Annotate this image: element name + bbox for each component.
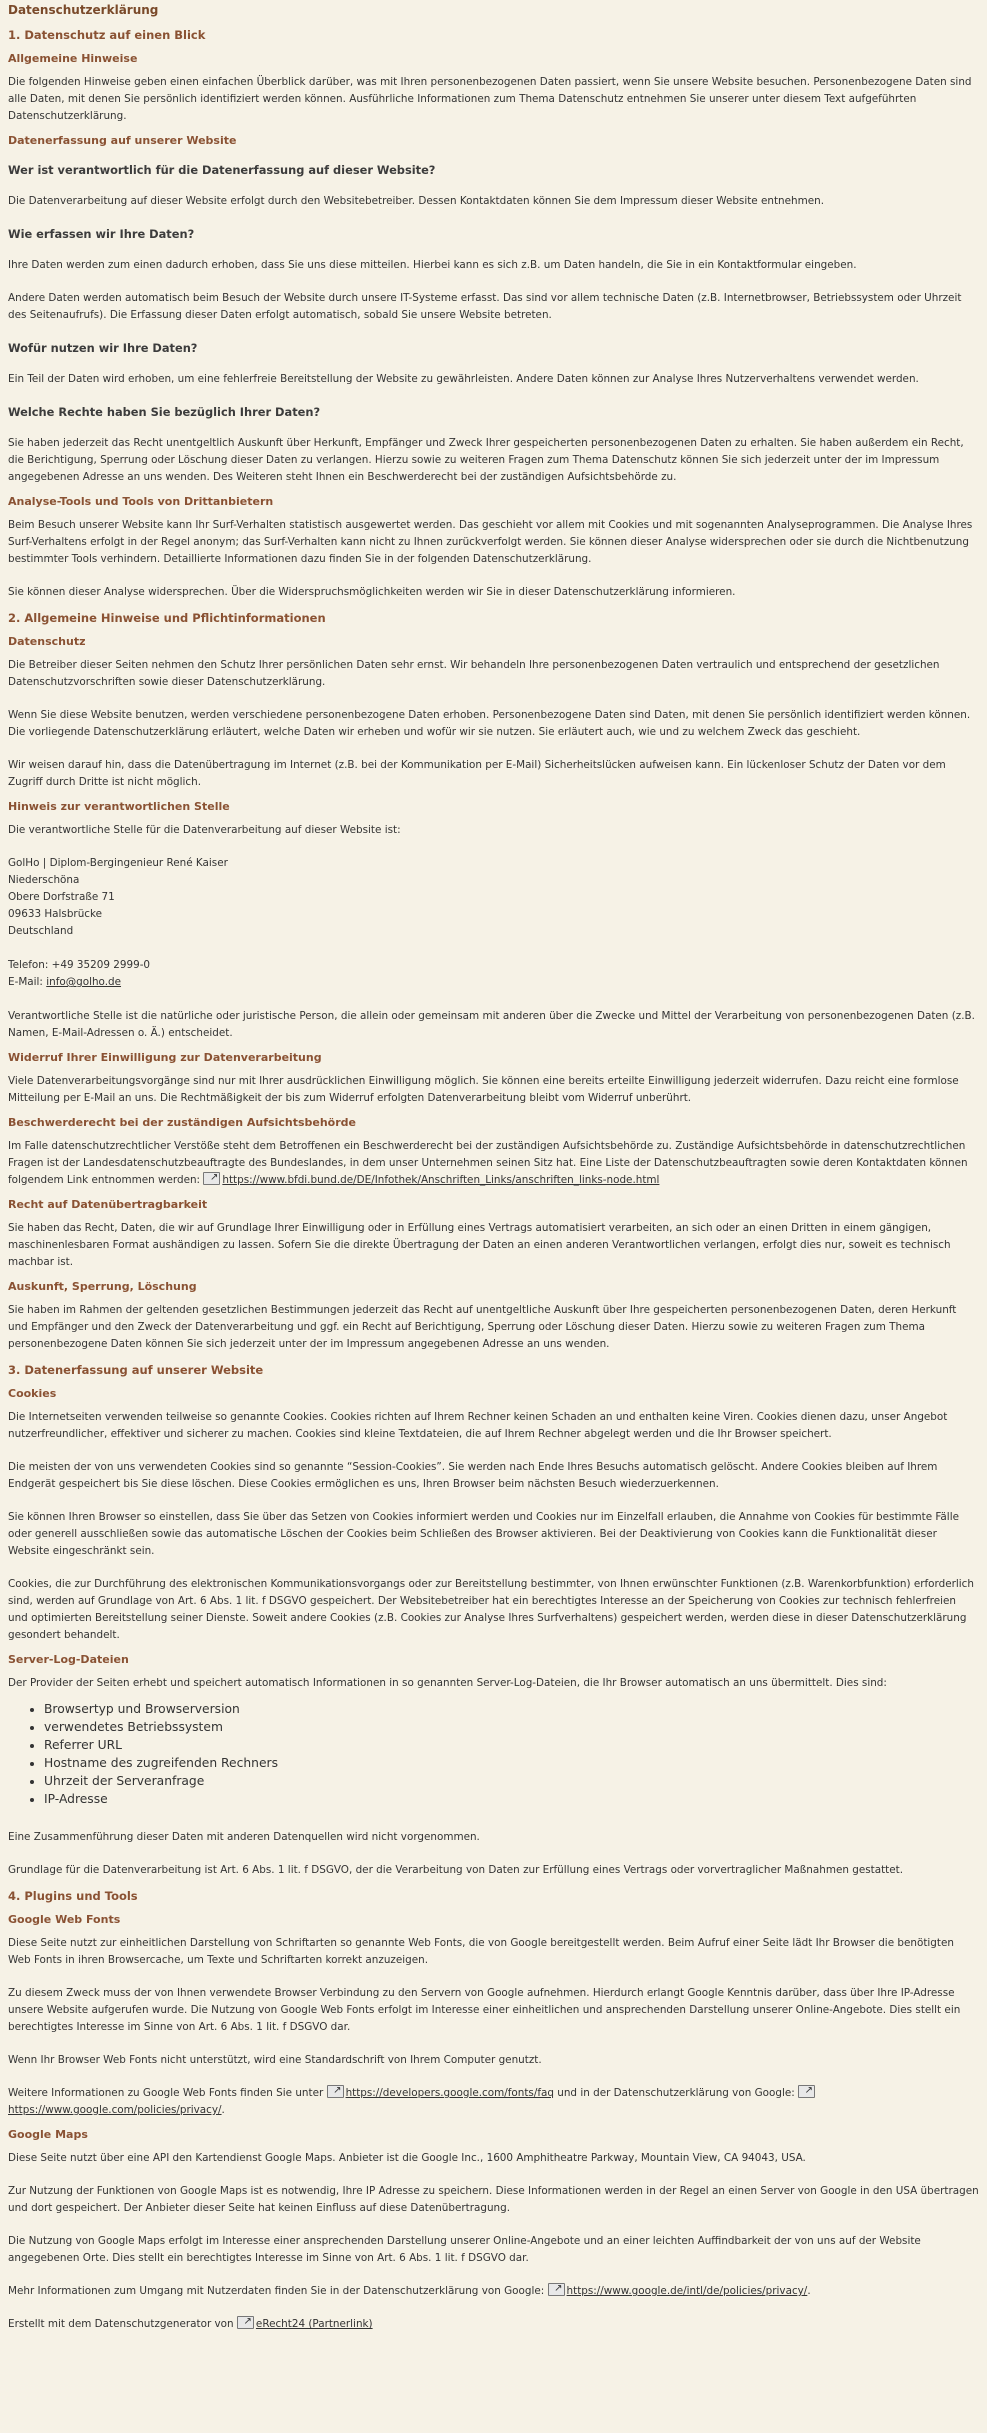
google-web-fonts-text-2: Zu diesem Zweck muss der von Ihnen verwendete Browser Verbindung zu den Servern von Google aufnehmen. Hierdurch erlangt Google Kenntnis darüber, dass über Ihre IP-Adresse unsere Website aufgerufen wurde. Die Nutzung von Google Web Fonts erfolgt im Interesse einer einheitlichen und ansprechenden Darstellung unserer Online-Angebote. Dies stellt ein berechtigtes Interesse im Sinne von Art. 6 Abs. 1 lit. f DSGVO dar.	[8, 1987, 961, 2033]
maps-text-b: .	[807, 2285, 811, 2297]
privacy-text-1: Die Betreiber dieser Seiten nehmen den Schutz Ihrer persönlichen Daten sehr ernst. Wir behandeln Ihre personenbezogenen Daten vertraulich und entsprechend der gesetzlichen Datenschutzvorschriften sowie dieser Datenschutzerklärung.	[8, 659, 940, 688]
address-line: 09633 Halsbrücke	[8, 908, 103, 920]
external-link-icon	[798, 2085, 815, 2098]
list-item: • verwendetes Betriebssystem	[44, 1718, 979, 1736]
erecht24-link[interactable]: eRecht24 (Partnerlink)	[255, 2318, 373, 2330]
server-log-text: Der Provider der Seiten erhebt und speichert automatisch Informationen in so genannten Server-Log-Dateien, die Ihr Browser automatisch an uns übermittelt. Dies sind:	[8, 1677, 887, 1689]
cookies-text-4: Cookies, die zur Durchführung des elektronischen Kommunikationsvorgangs oder zur Bereitstellung bestimmter, von Ihnen erwünschter Funktionen (z.B. Warenkorbfunktion) erforderlich sind, werden auf Grundlage von Art. 6 Abs. 1 lit. f DSGVO gespeichert. Der Websitebetreiber hat ein berechtigtes Interesse an der Speicherung von Cookies zur technisch fehlerfreien und optimierten Bereitstellung seiner Dienste. Soweit andere Cookies (z.B. Cookies zur Analyse Ihres Surfverhaltens) gespeichert werden, werden diese in dieser Datenschutzerklärung gesondert behandelt.	[8, 1578, 974, 1641]
server-log-text-2: Eine Zusammenführung dieser Daten mit anderen Datenquellen wird nicht vorgenommen.	[8, 1831, 480, 1843]
q-usage-text: Ein Teil der Daten wird erhoben, um eine fehlerfreie Bereitstellung der Website zu gewährleisten. Andere Daten können zur Analyse Ihres Nutzerverhaltens verwendet werden.	[8, 373, 919, 385]
google-maps-heading: Google Maps	[8, 2128, 88, 2141]
cookies-heading: Cookies	[8, 1387, 57, 1400]
list-item: • IP-Adresse	[44, 1790, 979, 1808]
general-notes-heading: Allgemeine Hinweise	[8, 52, 138, 65]
server-log-list	[8, 1700, 979, 1808]
access-text: Sie haben im Rahmen der geltenden gesetzlichen Bestimmungen jederzeit das Recht auf unentgeltliche Auskunft über Ihre gespeicherten personenbezogenen Daten, deren Herkunft und Empfänger und den Zweck der Datenverarbeitung und ggf. ein Recht auf Berichtigung, Sperrung oder Löschung dieser Daten. Hierzu sowie zu weiteren Fragen zum Thema personenbezogene Daten können Sie sich jederzeit unter der im Impressum angegebenen Adresse an uns wenden.	[8, 1304, 957, 1350]
email-link[interactable]: info@golho.de	[46, 976, 122, 988]
data-collection-heading: Datenerfassung auf unserer Website	[8, 134, 237, 147]
footer-text: Erstellt mit dem Datenschutzgenerator von	[8, 2318, 237, 2330]
section-3-heading: 3. Datenerfassung auf unserer Website	[8, 1363, 264, 1377]
google-maps-text-1: Diese Seite nutzt über eine API den Kartendienst Google Maps. Anbieter ist die Google Inc., 1600 Amphitheatre Parkway, Mountain View, CA 94043, USA.	[8, 2152, 806, 2164]
general-notes-text: Die folgenden Hinweise geben einen einfachen Überblick darüber, was mit Ihren personenbezogenen Daten passiert, wenn Sie unsere Website besuchen. Personenbezogene Daten sind alle Daten, mit denen Sie persönlich identifiziert werden können. Ausführliche Informationen zum Thema Datenschutz entnehmen Sie unserer unter diesem Text aufgeführten Datenschutzerklärung.	[8, 76, 972, 122]
google-web-fonts-heading: Google Web Fonts	[8, 1913, 121, 1926]
footer-credit	[8, 2316, 979, 2333]
gwf-text-a: Weitere Informationen zu Google Web Fonts finden Sie unter	[8, 2087, 327, 2099]
page-title: Datenschutzerklärung	[8, 3, 159, 17]
access-heading: Auskunft, Sperrung, Löschung	[8, 1280, 197, 1293]
google-privacy-link[interactable]: https://www.google.com/policies/privacy/	[8, 2104, 222, 2116]
cookies-text-1: Die Internetseiten verwenden teilweise so genannte Cookies. Cookies richten auf Ihrem Rechner keinen Schaden an und enthalten keine Viren. Cookies dienen dazu, unser Angebot nutzerfreundlicher, effektiver und sicherer zu machen. Cookies sind kleine Textdateien, die auf Ihrem Rechner abgelegt werden und die Ihr Browser speichert.	[8, 1411, 948, 1440]
phone: Telefon: +49 35209 2999-0	[8, 959, 151, 971]
list-item: • Browsertyp und Browserversion	[44, 1700, 979, 1718]
responsible-party-definition: Verantwortliche Stelle ist die natürliche oder juristische Person, die allein oder gemeinsam mit anderen über die Zwecke und Mittel der Verarbeitung von personenbezogenen Daten (z.B. Namen, E-Mail-Adressen o. Ä.) entscheidet.	[8, 1010, 975, 1039]
portability-text: Sie haben das Recht, Daten, die wir auf Grundlage Ihrer Einwilligung oder in Erfüllung eines Vertrags automatisiert verarbeiten, an sich oder an einen Dritten in einem gängigen, maschinenlesbaren Format aushändigen zu lassen. Sofern Sie die direkte Übertragung der Daten an einen anderen Verantwortlichen verlangen, erfolgt dies nur, soweit es technisch machbar ist.	[8, 1222, 951, 1268]
gwf-text-b: und in der Datenschutzerklärung von Google:	[553, 2087, 799, 2099]
list-item: • Referrer URL	[44, 1736, 979, 1754]
google-maps-text-4	[8, 2283, 979, 2300]
q-rights-text: Sie haben jederzeit das Recht unentgeltlich Auskunft über Herkunft, Empfänger und Zweck Ihrer gespeicherten personenbezogenen Daten zu erhalten. Sie haben außerdem ein Recht, die Berichtigung, Sperrung oder Löschung dieser Daten zu verlangen. Hierzu sowie zu weiteren Fragen zum Thema Datenschutz können Sie sich jederzeit unter der im Impressum angegebenen Adresse an uns wenden. Des Weiteren steht Ihnen ein Beschwerderecht bei der zuständigen Aufsichtsbehörde zu.	[8, 437, 964, 483]
analysis-tools-text-1: Beim Besuch unserer Website kann Ihr Surf-Verhalten statistisch ausgewertet werden. Das geschieht vor allem mit Cookies und mit sogenannten Analyseprogrammen. Die Analyse Ihres Surf-Verhaltens erfolgt in der Regel anonym; das Surf-Verhalten kann nicht zu Ihnen zurückverfolgt werden. Sie können dieser Analyse widersprechen oder sie durch die Nichtbenutzung bestimmter Tools verhindern. Detaillierte Informationen dazu finden Sie in der folgenden Datenschutzerklärung.	[8, 519, 973, 565]
q-how-collect-heading: Wie erfassen wir Ihre Daten?	[8, 227, 195, 241]
email-label: E-Mail:	[8, 976, 47, 988]
section-2-heading: 2. Allgemeine Hinweise und Pflichtinformationen	[8, 611, 326, 625]
google-maps-text-2: Zur Nutzung der Funktionen von Google Maps ist es notwendig, Ihre IP Adresse zu speichern. Diese Informationen werden in der Regel an einen Server von Google in den USA übertragen und dort gespeichert. Der Anbieter dieser Seite hat keinen Einfluss auf diese Datenübertragung.	[8, 2185, 979, 2214]
email-line	[8, 974, 979, 991]
google-fonts-faq-link[interactable]: https://developers.google.com/fonts/faq	[345, 2087, 554, 2099]
external-link-icon	[548, 2283, 565, 2296]
q-how-collect-text-2: Andere Daten werden automatisch beim Besuch der Website durch unsere IT-Systeme erfasst. Das sind vor allem technische Daten (z.B. Internetbrowser, Betriebssystem oder Uhrzeit des Seitenaufrufs). Die Erfassung dieser Daten erfolgt automatisch, sobald Sie unsere Website betreten.	[8, 292, 962, 321]
gwf-text-c: .	[221, 2104, 225, 2116]
section-1-heading: 1. Datenschutz auf einen Blick	[8, 28, 206, 42]
q-how-collect-text-1: Ihre Daten werden zum einen dadurch erhoben, dass Sie uns diese mitteilen. Hierbei kann es sich z.B. um Daten handeln, die Sie in ein Kontaktformular eingeben.	[8, 259, 857, 271]
withdrawal-text: Viele Datenverarbeitungsvorgänge sind nur mit Ihrer ausdrücklichen Einwilligung möglich. Sie können eine bereits erteilte Einwilligung jederzeit widerrufen. Dazu reicht eine formlose Mitteilung per E-Mail an uns. Die Rechtmäßigkeit der bis zum Widerruf erfolgten Datenverarbeitung bleibt vom Widerruf unberührt.	[8, 1075, 959, 1104]
privacy-heading: Datenschutz	[8, 635, 86, 648]
analysis-tools-text-2: Sie können dieser Analyse widersprechen. Über die Widerspruchsmöglichkeiten werden wir Sie in dieser Datenschutzerklärung informieren.	[8, 586, 736, 598]
withdrawal-heading: Widerruf Ihrer Einwilligung zur Datenverarbeitung	[8, 1051, 322, 1064]
q-responsible-text: Die Datenverarbeitung auf dieser Website erfolgt durch den Websitebetreiber. Dessen Kontaktdaten können Sie dem Impressum dieser Website entnehmen.	[8, 195, 825, 207]
q-rights-heading: Welche Rechte haben Sie bezüglich Ihrer Daten?	[8, 405, 321, 419]
list-item: • Hostname des zugreifenden Rechners	[44, 1754, 979, 1772]
section-4-heading: 4. Plugins und Tools	[8, 1889, 138, 1903]
privacy-text-3: Wir weisen darauf hin, dass die Datenübertragung im Internet (z.B. bei der Kommunikation per E-Mail) Sicherheitslücken aufweisen kann. Ein lückenloser Schutz der Daten vor dem Zugriff durch Dritte ist nicht möglich.	[8, 759, 946, 788]
list-item: • Uhrzeit der Serveranfrage	[44, 1772, 979, 1790]
address-line: Obere Dorfstraße 71	[8, 891, 115, 903]
external-link-icon	[327, 2085, 344, 2098]
complaint-text	[8, 1138, 979, 1189]
responsible-party-text: Die verantwortliche Stelle für die Datenverarbeitung auf dieser Website ist:	[8, 824, 401, 836]
cookies-text-2: Die meisten der von uns verwendeten Cookies sind so genannte “Session-Cookies”. Sie werden nach Ende Ihres Besuchs automatisch gelöscht. Andere Cookies bleiben auf Ihrem Endgerät gespeichert bis Sie diese löschen. Diese Cookies ermöglichen es uns, Ihren Browser beim nächsten Besuch wiederzuerkennen.	[8, 1461, 938, 1490]
address-line: GolHo | Diplom-Bergingenieur René Kaiser	[8, 857, 228, 869]
bfdi-link[interactable]: https://www.bfdi.bund.de/DE/Infothek/Anschriften_Links/anschriften_links-node.html	[222, 1174, 660, 1186]
complaint-heading: Beschwerderecht bei der zuständigen Aufsichtsbehörde	[8, 1116, 356, 1129]
address-line: Deutschland	[8, 925, 74, 937]
q-usage-heading: Wofür nutzen wir Ihre Daten?	[8, 341, 198, 355]
address-block	[8, 855, 979, 940]
server-log-heading: Server-Log-Dateien	[8, 1653, 129, 1666]
server-log-text-3: Grundlage für die Datenverarbeitung ist Art. 6 Abs. 1 lit. f DSGVO, der die Verarbeitung von Daten zur Erfüllung eines Vertrags oder vorvertraglicher Maßnahmen gestattet.	[8, 1864, 904, 1876]
portability-heading: Recht auf Datenübertragbarkeit	[8, 1198, 208, 1211]
q-responsible-heading: Wer ist verantwortlich für die Datenerfassung auf dieser Website?	[8, 163, 436, 177]
responsible-party-heading: Hinweis zur verantwortlichen Stelle	[8, 800, 230, 813]
google-web-fonts-text-3: Wenn Ihr Browser Web Fonts nicht unterstützt, wird eine Standardschrift von Ihrem Computer genutzt.	[8, 2054, 542, 2066]
cookies-text-3: Sie können Ihren Browser so einstellen, dass Sie über das Setzen von Cookies informiert werden und Cookies nur im Einzelfall erlauben, die Annahme von Cookies für bestimmte Fälle oder generell ausschließen sowie das automatische Löschen der Cookies beim Schließen des Browser aktivieren. Bei der Deaktivierung von Cookies kann die Funktionalität dieser Website eingeschränkt sein.	[8, 1511, 959, 1557]
external-link-icon	[237, 2316, 254, 2329]
google-de-privacy-link[interactable]: https://www.google.de/intl/de/policies/privacy/	[566, 2285, 808, 2297]
privacy-text-2: Wenn Sie diese Website benutzen, werden verschiedene personenbezogene Daten erhoben. Personenbezogene Daten sind Daten, mit denen Sie persönlich identifiziert werden können. Die vorliegende Datenschutzerklärung erläutert, welche Daten wir erheben und wofür wir sie nutzen. Sie erläutert auch, wie und zu welchem Zweck das geschieht.	[8, 709, 971, 738]
google-web-fonts-text-1: Diese Seite nutzt zur einheitlichen Darstellung von Schriftarten so genannte Web Fonts, die von Google bereitgestellt werden. Beim Aufruf einer Seite lädt Ihr Browser die benötigten Web Fonts in ihren Browsercache, um Texte und Schriftarten korrekt anzuzeigen.	[8, 1937, 954, 1966]
google-maps-text-3: Die Nutzung von Google Maps erfolgt im Interesse einer ansprechenden Darstellung unserer Online-Angebote und an einer leichten Auffindbarkeit der von uns auf der Website angegebenen Orte. Dies stellt ein berechtigtes Interesse im Sinne von Art. 6 Abs. 1 lit. f DSGVO dar.	[8, 2235, 921, 2264]
complaint-text-body: Im Falle datenschutzrechtlicher Verstöße steht dem Betroffenen ein Beschwerderecht bei der zuständigen Aufsichtsbehörde zu. Zuständige Aufsichtsbehörde in datenschutzrechtlichen Fragen ist der Landesdatenschutzbeauftragte des Bundeslandes, in dem unser Unternehmen seinen Sitz hat. Eine Liste der Datenschutzbeauftragten sowie deren Kontaktdaten können folgendem Link entnommen werden:	[8, 1140, 968, 1186]
contact-block	[8, 957, 979, 991]
google-web-fonts-text-4	[8, 2085, 979, 2119]
maps-text-a: Mehr Informationen zum Umgang mit Nutzerdaten finden Sie in der Datenschutzerklärung von Google:	[8, 2285, 548, 2297]
address-line: Niederschöna	[8, 874, 80, 886]
external-link-icon	[203, 1172, 220, 1185]
analysis-tools-heading: Analyse-Tools und Tools von Drittanbietern	[8, 495, 274, 508]
